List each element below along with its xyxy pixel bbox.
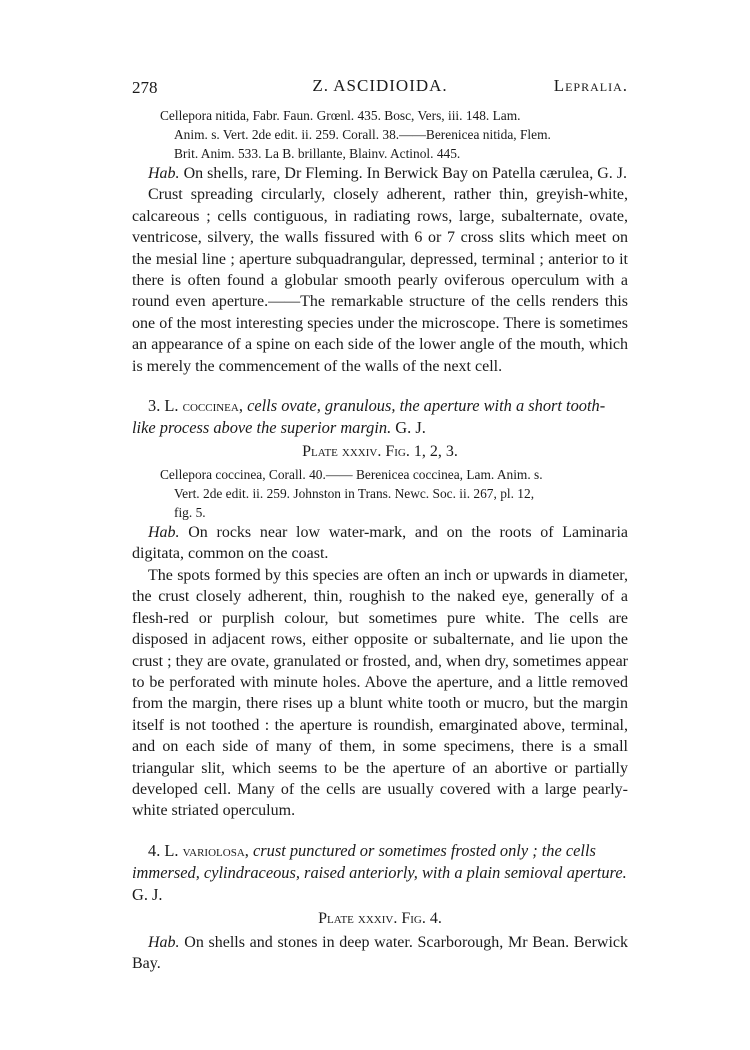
description-paragraph-coccinea: The spots formed by this species are often an inch or upwards in diameter, the crust closely adherent, thin, roughish to the naked eye, generally of a flesh-red or purplish colour, but sometimes pure white. The cells are disposed in adjacent rows, either opposite or subalternate, and lie upon the crust ; they are ovate, granulated or frosted, and, when dry, sometimes appear to be perforated with minute holes. Above the aperture, and a little removed from the margin, there rises up a blunt white tooth or mucro, but the margin itself is not toothed : the aperture is roundish, emarginated above, terminal, and on each side of many of them, in some specimens, there is a small triangular slit, which seems to be the aperture of an abortive or partially developed cell. Many of the cells are usually covered with a large pearly-white striated operculum.	[132, 566, 628, 820]
habitat-paragraph-nitida	[132, 163, 628, 184]
species-authority: G. J.	[132, 884, 163, 904]
species-number: 3. L.	[148, 396, 179, 416]
hab-text: On shells, rare, Dr Fleming. In Berwick Bay on Patella cærulea, G. J.	[183, 165, 628, 182]
habitat-paragraph-variolosa	[132, 932, 628, 975]
plate-reference: Plate xxxiv. Fig. 4.	[318, 909, 442, 927]
species-diagnosis: cells ovate, granulous, the aperture with a short tooth-like process above the superior margin.	[132, 396, 606, 438]
synonymy-block-coccinea	[160, 465, 628, 522]
species-name: coccinea,	[182, 396, 243, 416]
synonymy-line: Cellepora coccinea, Corall. 40.—— Berenicea coccinea, Lam. Anim. s.	[160, 467, 543, 483]
synonymy-line: Cellepora nitida, Fabr. Faun. Grœnl. 435. Bosc, Vers, iii. 148. Lam.	[160, 108, 521, 123]
chapter-title: Z. ASCIDIOIDA.	[312, 76, 448, 95]
plate-reference: Plate xxxiv. Fig. 1, 2, 3.	[302, 443, 458, 461]
hab-label: Hab.	[148, 165, 180, 182]
species-authority: G. J.	[395, 418, 426, 438]
species-name: variolosa,	[182, 840, 249, 860]
hab-label: Hab.	[148, 933, 180, 951]
page-number: 278	[132, 78, 158, 97]
synonymy-line: Brit. Anim. 533. La B. brillante, Blainv. Actinol. 445.	[174, 146, 461, 161]
species-number: 4. L.	[148, 840, 179, 860]
synonymy-line: Anim. s. Vert. 2de edit. ii. 259. Corall. 38.——Berenicea nitida, Flem.	[174, 127, 551, 142]
hab-text: On rocks near low water-mark, and on the roots of Laminaria digitata, common on the coast.	[132, 524, 628, 563]
hab-text: On shells and stones in deep water. Scarborough, Mr Bean. Berwick Bay.	[132, 933, 629, 973]
running-head	[132, 72, 628, 106]
synonymy-block-nitida	[160, 106, 628, 163]
synonymy-line: Vert. 2de edit. ii. 259. Johnston in Trans. Newc. Soc. ii. 267, pl. 12,	[174, 486, 535, 502]
habitat-paragraph-coccinea	[132, 522, 628, 565]
description-paragraph-nitida: Crust spreading circularly, closely adherent, rather thin, greyish-white, calcareous ; cells contiguous, in radiating rows, large, subalternate, ovate, ventricose, silvery, the walls fissured with 6 or 7 cross slits which meet on the mesial line ; aperture subquadrangular, depressed, terminal ; anterior to it there is often found a globular smooth pearly oviferous operculum with a round even aperture.——The remarkable structure of the cells renders this one of the most interesting species under the microscope. There is sometimes an appearance of a spine on each side of the lower angle of the mouth, which is merely the commencement of the walls of the next cell.	[132, 186, 628, 375]
species-diagnosis: crust punctured or sometimes frosted only ; the cells immersed, cylindraceous, raised anteriorly, with a plain semioval aperture.	[132, 840, 627, 882]
synonymy-line: fig. 5.	[174, 505, 206, 521]
species-heading-coccinea	[132, 395, 628, 439]
species-heading-variolosa	[132, 840, 628, 906]
hab-label: Hab.	[148, 524, 180, 542]
genus-heading: Lepralia.	[553, 76, 628, 95]
